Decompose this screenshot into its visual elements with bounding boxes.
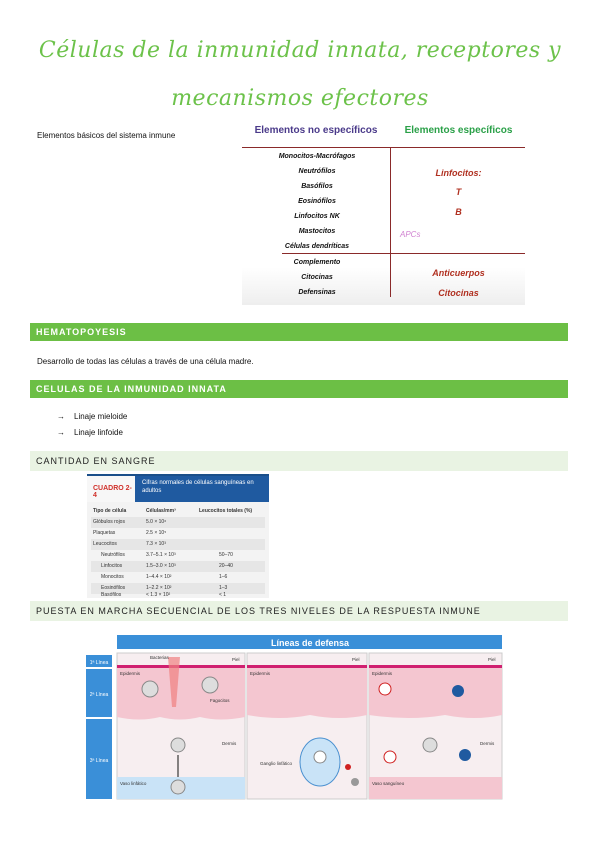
list-item: Linaje linfoide xyxy=(74,428,123,437)
cell: Basófilos xyxy=(101,592,122,598)
cell xyxy=(423,738,437,752)
column-header: Leucocitos totales (%) xyxy=(199,508,253,514)
phagocyte xyxy=(171,738,185,752)
page-title-line-1: Células de la inmunidad innata, receptores y xyxy=(38,38,562,63)
label-piel: Piel xyxy=(232,657,240,662)
elements-table xyxy=(242,117,525,305)
label-dermis: Dermis xyxy=(222,741,237,746)
cell: Leucocitos xyxy=(93,541,117,547)
cell xyxy=(384,751,396,763)
table-row xyxy=(91,528,265,539)
cell: 50–70 xyxy=(219,552,233,558)
label-epidermis: Epidermis xyxy=(120,671,141,676)
intro-label: Elementos básicos del sistema inmune xyxy=(37,131,176,140)
cell: 5.0 × 10⁶ xyxy=(146,519,167,525)
cell: 1–6 xyxy=(219,574,228,580)
section-heading-innata: CELULAS DE LA INMUNIDAD INNATA xyxy=(30,380,568,398)
skin-line xyxy=(247,665,367,668)
column-header: Tipo de célula xyxy=(93,508,127,514)
cell: < 1.3 × 10² xyxy=(146,592,171,598)
nonspecific-cell: Células dendríticas xyxy=(284,243,350,250)
header-divider xyxy=(242,147,525,148)
cell xyxy=(459,749,471,761)
cuadro-label: CUADRO 2-4 xyxy=(87,476,135,502)
label-ganglio: Ganglio linfático xyxy=(260,761,293,766)
line-label: 2ª Línea xyxy=(89,692,109,698)
specific-cell: T xyxy=(455,187,462,197)
header-nonspecific: Elementos no específicos xyxy=(254,125,378,136)
nonspecific-humoral: Defensinas xyxy=(298,289,336,296)
lines-of-defense-diagram xyxy=(80,627,510,803)
diagram-title: Líneas de defensa xyxy=(270,638,350,648)
nonspecific-cell: Monocitos-Macrófagos xyxy=(278,153,356,160)
cell: 20–40 xyxy=(219,563,233,569)
cell: 7.3 × 10³ xyxy=(146,541,166,547)
label-fagocitos: Fagocitos xyxy=(210,698,230,703)
section-heading-puesta: PUESTA EN MARCHA SECUENCIAL DE LOS TRES NIVELES DE LA RESPUESTA INMUNE xyxy=(30,601,568,621)
skin-line xyxy=(369,665,502,668)
cell: 1–4.4 × 10² xyxy=(146,574,172,580)
label-dermis: Dermis xyxy=(480,741,495,746)
cell: 1.5–3.0 × 10³ xyxy=(146,563,176,569)
phagocyte xyxy=(142,681,158,697)
page-title-line-2: mecanismos efectores xyxy=(171,86,429,111)
line-label: 3ª Línea xyxy=(89,758,109,764)
nonspecific-cell: Eosinófilos xyxy=(298,198,336,205)
phagocyte xyxy=(171,780,185,794)
cuadro-description: Cifras normales de células sanguíneas en adultos xyxy=(142,480,254,494)
table-row xyxy=(91,592,265,600)
nonspecific-cell: Mastocitos xyxy=(298,228,336,235)
column-header: Células/mm³ xyxy=(146,508,176,514)
specific-cell: B xyxy=(455,207,462,217)
label-epidermis: Epidermis xyxy=(372,671,393,676)
humoral-divider xyxy=(282,253,525,254)
table-row xyxy=(91,572,265,583)
phagocyte xyxy=(202,677,218,693)
apcs-label: APCs xyxy=(400,230,421,239)
specific-humoral: Citocinas xyxy=(438,288,479,298)
cuadro-2-4 xyxy=(87,474,269,598)
cell: Plaquetas xyxy=(93,530,116,536)
label-piel: Piel xyxy=(352,657,360,662)
defense-illustration xyxy=(80,627,510,803)
table-header-row xyxy=(91,506,265,517)
label-vaso-sanguineo: Vaso sanguíneo xyxy=(372,781,405,786)
nonspecific-humoral: Citocinas xyxy=(301,274,333,281)
nonspecific-cell: Neutrófilos xyxy=(298,168,336,175)
specific-cell: Linfocitos: xyxy=(435,168,482,178)
cell: < 1 xyxy=(219,592,227,598)
nonspecific-humoral: Complemento xyxy=(293,259,341,266)
cell xyxy=(345,764,351,770)
nonspecific-cell: Basófilos xyxy=(301,183,333,190)
label-epidermis: Epidermis xyxy=(250,671,271,676)
line-label: 1ª Línea xyxy=(89,660,109,666)
cell xyxy=(452,685,464,697)
arrow-icon: → xyxy=(57,412,65,421)
list-item: Linaje mieloide xyxy=(74,412,128,421)
cell: 3.7–5.1 × 10³ xyxy=(146,552,176,558)
label-vaso-linfatico: Vaso linfático xyxy=(120,781,147,786)
arrow-icon: → xyxy=(57,428,65,437)
cell xyxy=(379,683,391,695)
cell: Glóbulos rojos xyxy=(93,519,125,525)
label-bacterias: Bacterias xyxy=(150,655,169,660)
specific-humoral: Anticuerpos xyxy=(432,268,485,278)
lymphocyte xyxy=(314,751,326,763)
cell: 1–3 xyxy=(219,585,228,591)
label-piel: Piel xyxy=(488,657,496,662)
cell: Neutrófilos xyxy=(101,552,125,558)
cell: 1–2.2 × 10² xyxy=(146,585,172,591)
table-row xyxy=(91,561,265,572)
cell: Monocitos xyxy=(101,574,124,580)
cell xyxy=(351,778,359,786)
cell: Linfocitos xyxy=(101,563,123,569)
hematopoyesis-text: Desarrollo de todas las células a través de una célula madre. xyxy=(37,357,254,366)
table-row xyxy=(91,517,265,528)
header-specific: Elementos específicos xyxy=(404,125,513,136)
section-heading-cantidad: CANTIDAD EN SANGRE xyxy=(30,451,568,471)
cell: Eosinófilos xyxy=(101,585,126,591)
section-heading-hematopoyesis: HEMATOPOYESIS xyxy=(30,323,568,341)
cell: 2.5 × 10⁵ xyxy=(146,530,167,536)
nonspecific-cell: Linfocitos NK xyxy=(294,213,340,220)
table-row xyxy=(91,550,265,561)
table-row xyxy=(91,539,265,550)
skin-line xyxy=(117,665,245,668)
column-divider xyxy=(390,147,391,297)
